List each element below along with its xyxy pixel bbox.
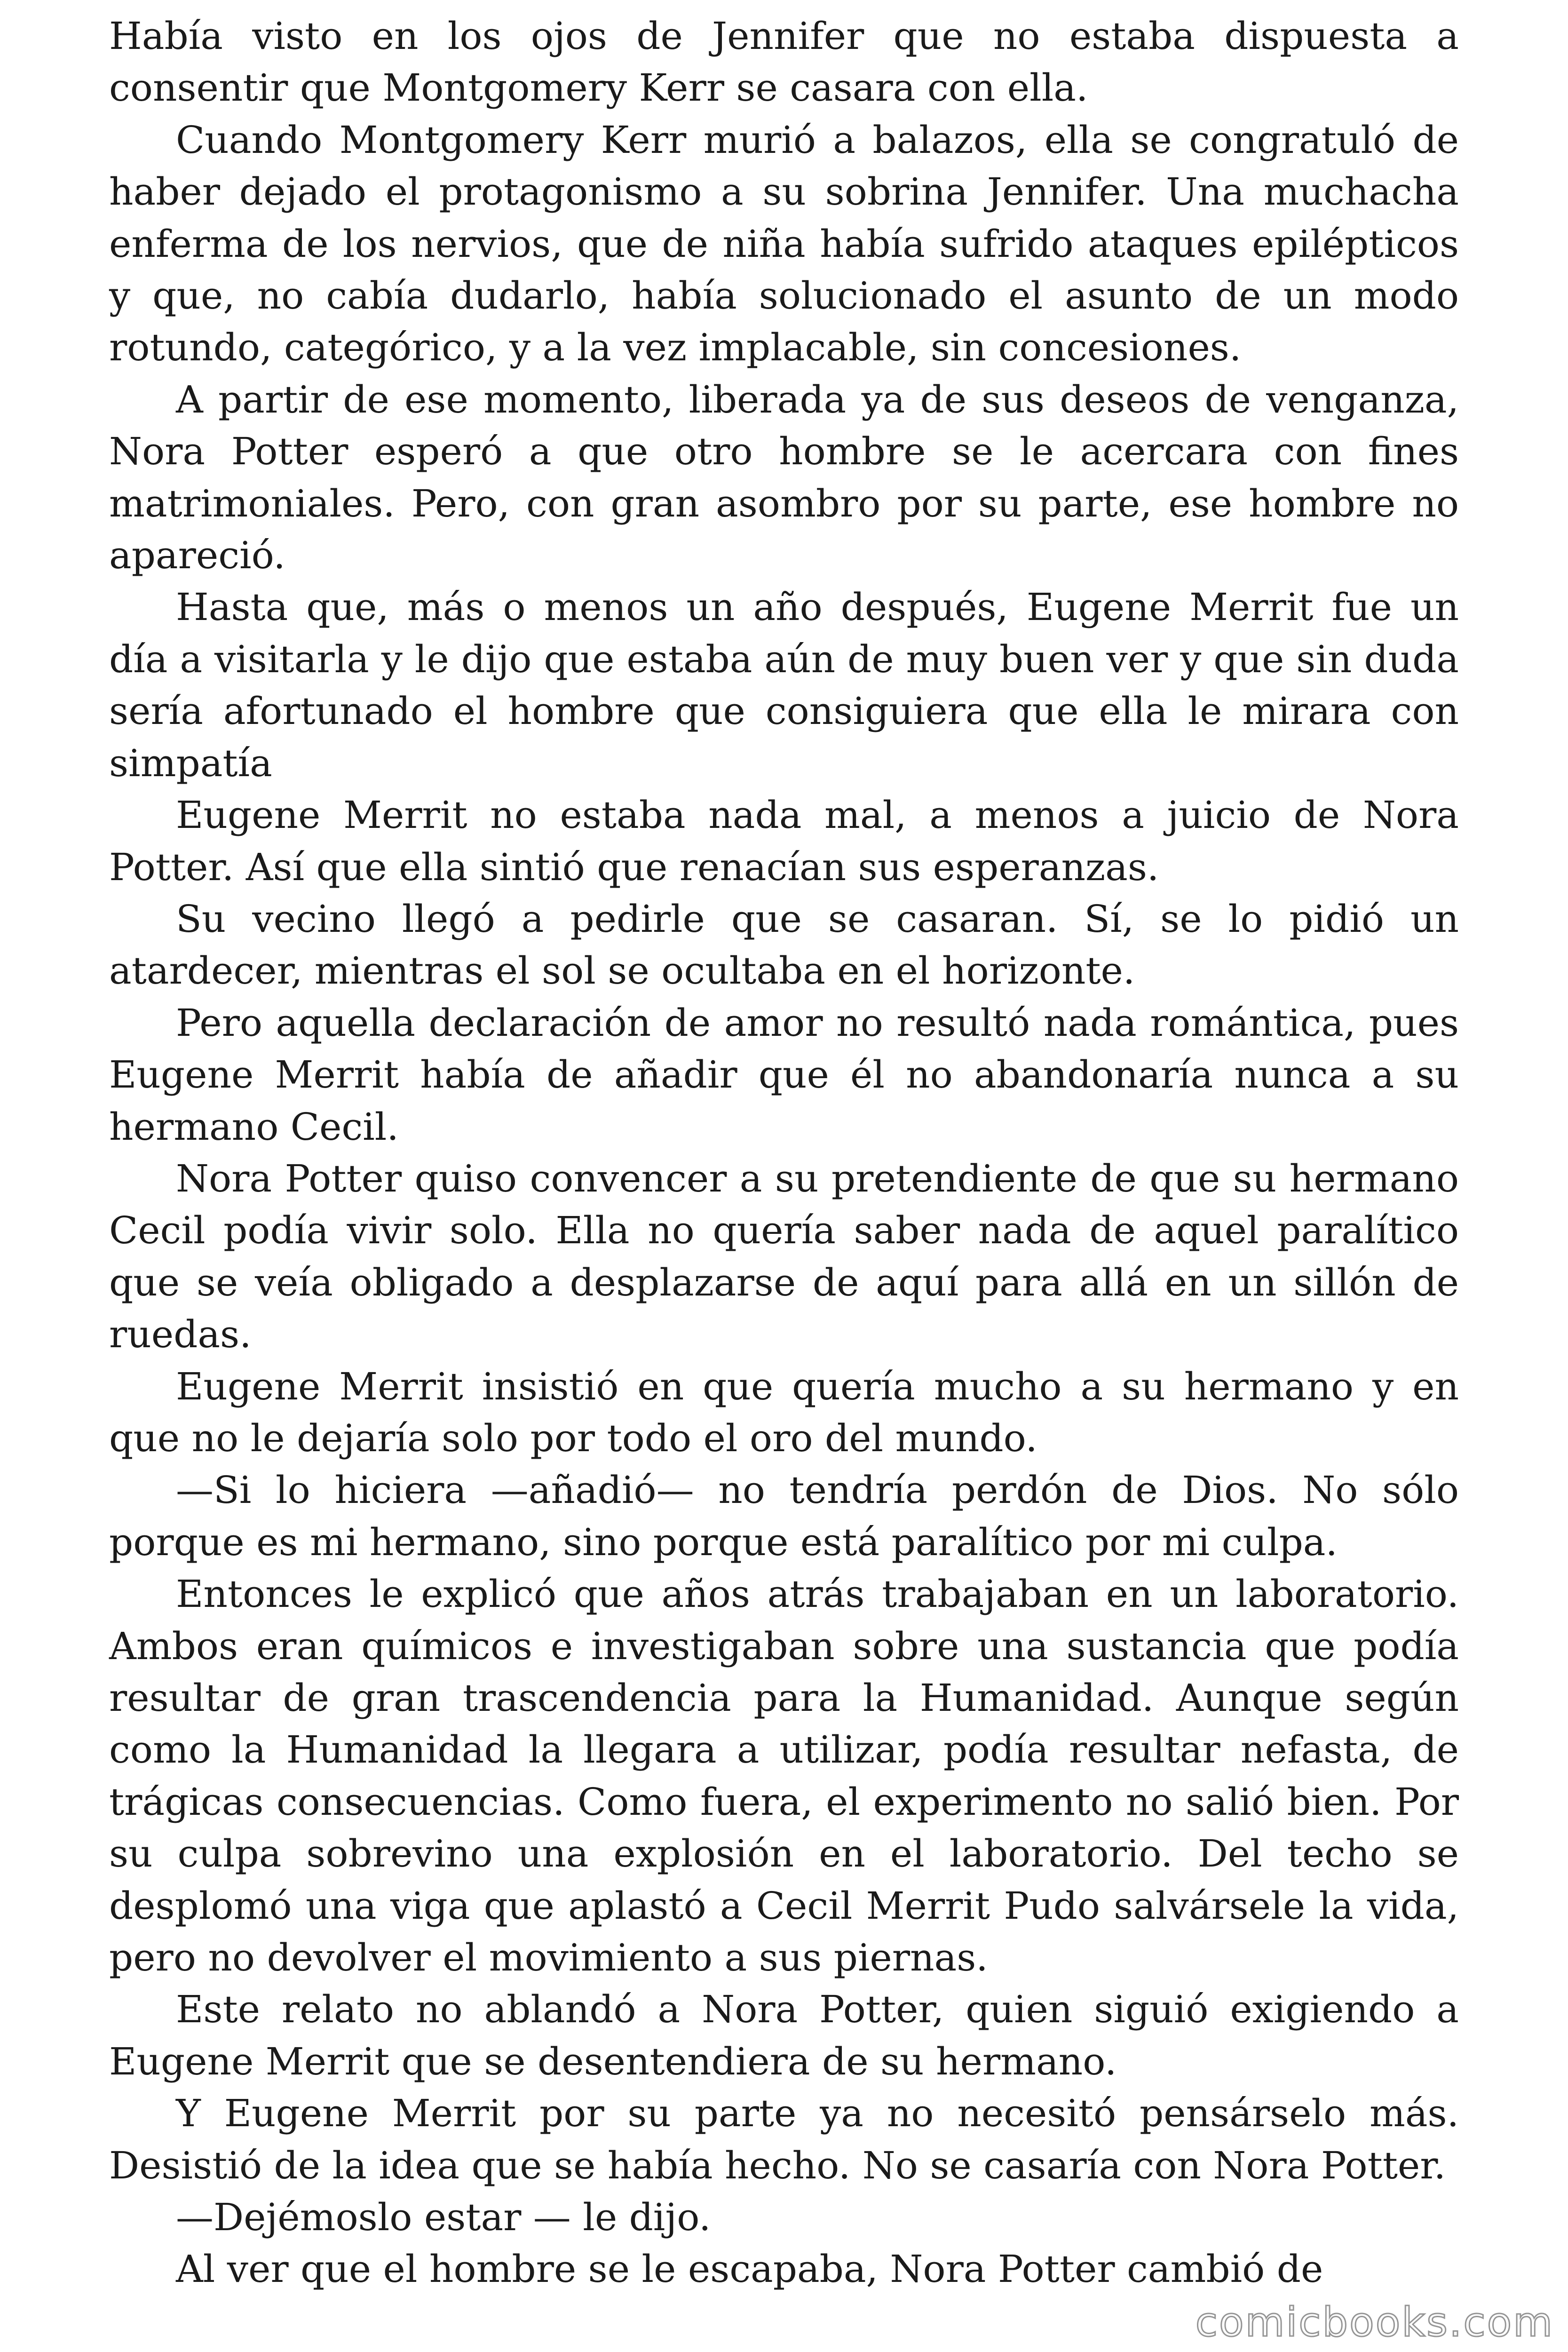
paragraph-3: A partir de ese momento, liberada ya de sus deseos de venganza, Nora Potter esperó a que otro hombre se le acercara con fines matrimoniales. Pero, con gran asombro por su parte, ese hombre no apareció. bbox=[109, 377, 1459, 578]
paragraph-1: Había visto en los ojos de Jennifer que no estaba dispuesta a consentir que Montgomery Kerr se casara con ella. bbox=[109, 14, 1459, 110]
paragraph-7: Pero aquella declaración de amor no resultó nada romántica, pues Eugene Merrit había de añadir que él no abandonaría nunca a su hermano Cecil. bbox=[109, 1001, 1459, 1149]
paragraph-11: Entonces le explicó que años atrás trabajaban en un laboratorio. Ambos eran químicos e investigaban sobre una sustancia que podía resultar de gran trascendencia para la Humanidad. Aunque según como la Humanidad la llegara a utilizar, podía resultar nefasta, de trágicas consecuencias. Como fuera, el experimento no salió bien. Por su culpa sobrevino una explosión en el laboratorio. Del techo se desplomó una viga que aplastó a Cecil Merrit Pudo salvársele la vida, pero no devolver el movimiento a sus piernas. bbox=[109, 1572, 1459, 1980]
paragraph-15: Al ver que el hombre se le escapaba, Nora Potter cambió de bbox=[176, 2247, 1323, 2291]
paragraph-10: —Si lo hiciera —añadió— no tendría perdón de Dios. No sólo porque es mi hermano, sino porque está paralítico por mi culpa. bbox=[109, 1468, 1459, 1564]
paragraph-6: Su vecino llegó a pedirle que se casaran. Sí, se lo pidió un atardecer, mientras el sol se ocultaba en el horizonte. bbox=[109, 897, 1459, 993]
paragraph-4: Hasta que, más o menos un año después, Eugene Merrit fue un día a visitarla y le dijo que estaba aún de muy buen ver y que sin duda sería afortunado el hombre que consiguiera que ella le mirara con simpatía bbox=[109, 585, 1459, 785]
paragraph-2: Cuando Montgomery Kerr murió a balazos, ella se congratuló de haber dejado el protagonismo a su sobrina Jennifer. Una muchacha enferma de los nervios, que de niña había sufrido ataques epilépticos y que, no cabía dudarlo, había solucionado el asunto de un modo rotundo, categórico, y a la vez implacable, sin concesiones. bbox=[109, 118, 1459, 370]
paragraph-14: —Dejémoslo estar — le dijo. bbox=[176, 2195, 711, 2240]
paragraph-5: Eugene Merrit no estaba nada mal, a menos a juicio de Nora Potter. Así que ella sintió que renacían sus esperanzas. bbox=[109, 793, 1459, 889]
paragraph-13: Y Eugene Merrit por su parte ya no necesitó pensárselo más. Desistió de la idea que se había hecho. No se casaría con Nora Potter. bbox=[109, 2091, 1459, 2187]
paragraph-12: Este relato no ablandó a Nora Potter, quien siguió exigiendo a Eugene Merrit que se desentendiera de su hermano. bbox=[109, 1987, 1459, 2083]
watermark: comicbooks.com bbox=[1195, 2299, 1554, 2346]
book-page-text bbox=[109, 10, 1459, 2296]
paragraph-9: Eugene Merrit insistió en que quería mucho a su hermano y en que no le dejaría solo por todo el oro del mundo. bbox=[109, 1364, 1459, 1460]
paragraph-8: Nora Potter quiso convencer a su pretendiente de que su hermano Cecil podía vivir solo. Ella no quería saber nada de aquel paralítico que se veía obligado a desplazarse de aquí para allá en un sillón de ruedas. bbox=[109, 1156, 1459, 1357]
